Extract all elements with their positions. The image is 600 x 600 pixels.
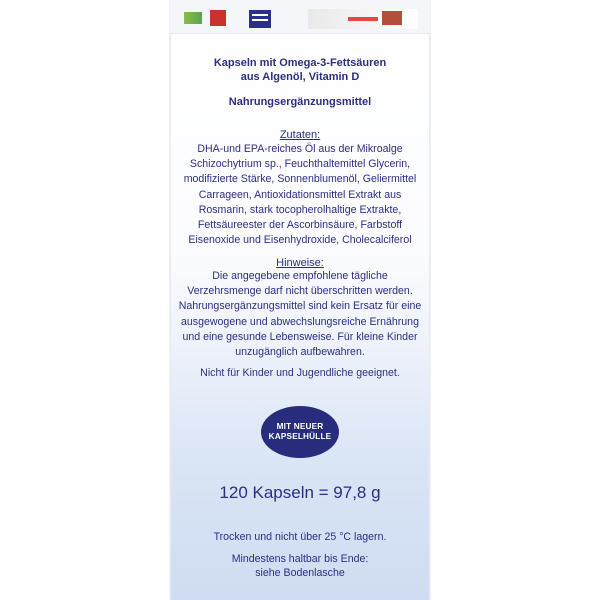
green-print-mark xyxy=(184,12,202,24)
notes-title: Hinweise: xyxy=(276,257,324,269)
notes-line: und eine gesunde Lebensweise. Für kleine Kinder xyxy=(182,330,418,343)
notes-line: unzugänglich aufbewahren. xyxy=(235,346,365,359)
ingredients-line: Fettsäureester der Ascorbinsäure, Farbstoff xyxy=(197,219,403,232)
notes-line: Nahrungsergänzungsmittel sind kein Ersatz für eine xyxy=(178,300,422,313)
product-description-line-2: aus Algenöl, Vitamin D xyxy=(240,71,360,83)
best-before-line-2: siehe Bodenlasche xyxy=(255,567,345,579)
package-back-panel xyxy=(170,0,430,600)
ingredients-line: Schizochytrium sp., Feuchthaltemittel Glycerin, xyxy=(189,158,411,171)
storage-note: Trocken und nicht über 25 °C lagern. xyxy=(213,531,387,543)
package-top-flap xyxy=(170,0,430,34)
product-category: Nahrungsergänzungsmittel xyxy=(228,96,372,108)
package-quantity: 120 Kapseln = 97,8 g xyxy=(219,483,381,502)
ingredients-line: Carrageen, Antioxidationsmittel Extrakt aus xyxy=(198,188,402,201)
notes-line: Die angegebene empfohlene tägliche xyxy=(212,270,388,282)
barcode-mark xyxy=(249,10,271,28)
best-before-line-1: Mindestens haltbar bis Ende: xyxy=(231,553,369,565)
ingredients-line: modifizierte Stärke, Sonnenblumenöl, Geliermittel xyxy=(183,173,417,186)
notes-line: Verzehrsmenge darf nicht überschritten werden. xyxy=(187,285,413,298)
ingredients-line: Rosmarin, stark tocopherolhaltige Extrakte, xyxy=(198,203,402,216)
red-print-mark xyxy=(210,10,226,26)
ingredients-line: DHA-und EPA-reiches Öl aus der Mikroalge xyxy=(197,143,403,155)
new-capsule-badge xyxy=(261,406,339,458)
ingredients-title: Zutaten: xyxy=(279,129,321,141)
badge-line-1: MIT NEUER xyxy=(276,422,324,431)
product-description-line-1: Kapseln mit Omega-3-Fettsäuren xyxy=(213,57,387,69)
badge-line-2: KAPSELHÜLLE xyxy=(268,432,332,441)
ingredients-list xyxy=(170,142,430,248)
color-bar-mark xyxy=(308,9,418,29)
ingredients-line: Eisenoxide und Eisenhydroxide, Cholecalciferol xyxy=(188,234,412,247)
notes-line: ausgewogene und abwechslungsreiche Ernährung xyxy=(181,315,419,328)
age-warning: Nicht für Kinder und Jugendliche geeignet. xyxy=(200,367,400,379)
notes-list xyxy=(170,269,430,360)
